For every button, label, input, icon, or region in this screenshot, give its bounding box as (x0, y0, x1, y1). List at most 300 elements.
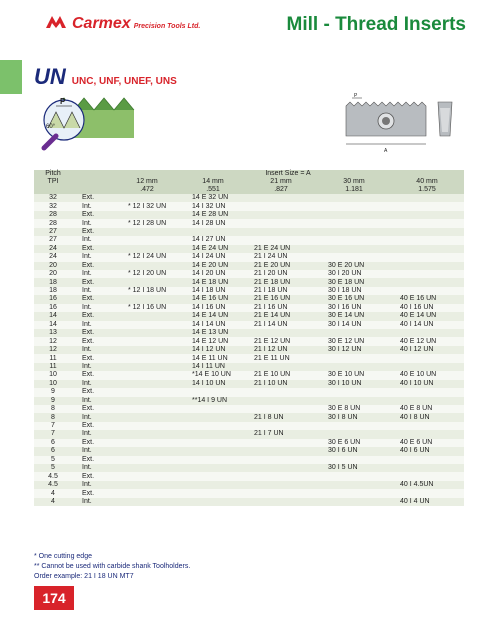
code-cell-c14: **14 I 9 UN (182, 397, 244, 405)
table-row (34, 405, 464, 413)
pitch-cell: 6 (34, 439, 72, 447)
code-cell-c30 (318, 489, 390, 497)
code-cell-c12 (112, 405, 182, 413)
pitch-cell: 9 (34, 397, 72, 405)
pitch-cell: 32 (34, 194, 72, 202)
col-30-inch-header: 1.181 (318, 186, 390, 194)
table-row (34, 278, 464, 286)
code-cell-c40 (390, 489, 464, 497)
pitch-cell: 5 (34, 464, 72, 472)
code-cell-c30 (318, 363, 390, 371)
code-cell-c40: 40 E 12 UN (390, 337, 464, 345)
code-cell-c12 (112, 481, 182, 489)
type-cell: Int. (72, 202, 112, 210)
code-cell-c14 (182, 489, 244, 497)
col-12-inch-header: .472 (112, 186, 182, 194)
code-cell-c30: 30 E 16 UN (318, 295, 390, 303)
order-example: Order example: 21 I 18 UN MT7 (34, 573, 134, 580)
code-cell-c30 (318, 498, 390, 506)
table-row (34, 270, 464, 278)
table-row (34, 422, 464, 430)
code-cell-c40 (390, 253, 464, 261)
type-cell: Ext. (72, 211, 112, 219)
code-cell-c21: 21 E 11 UN (244, 354, 318, 362)
type-cell: Int. (72, 464, 112, 472)
table-row (34, 346, 464, 354)
pitch-cell: 16 (34, 304, 72, 312)
code-cell-c40: 40 I 8 UN (390, 413, 464, 421)
code-cell-c21 (244, 388, 318, 396)
page-header (0, 0, 480, 40)
code-cell-c30 (318, 228, 390, 236)
pitch-cell: 4 (34, 498, 72, 506)
code-cell-c40: 40 I 10 UN (390, 380, 464, 388)
table-row (34, 388, 464, 396)
col-14-inch-header: .551 (182, 186, 244, 194)
pitch-label: P (60, 97, 66, 106)
code-cell-c30 (318, 329, 390, 337)
code-cell-c30: 30 I 8 UN (318, 413, 390, 421)
code-cell-c40 (390, 456, 464, 464)
footnote-carbide: ** Cannot be used with carbide shank Toolholders. (34, 563, 191, 570)
table-row (34, 472, 464, 480)
pitch-cell: 28 (34, 219, 72, 227)
col-40mm-header: 40 mm (390, 178, 464, 186)
code-cell-c30: 30 I 12 UN (318, 346, 390, 354)
code-cell-c14 (182, 228, 244, 236)
code-cell-c40 (390, 430, 464, 438)
table-row (34, 371, 464, 379)
code-cell-c12 (112, 371, 182, 379)
code-cell-c12 (112, 456, 182, 464)
pitch-cell: 24 (34, 253, 72, 261)
code-cell-c30 (318, 481, 390, 489)
code-cell-c21 (244, 363, 318, 371)
code-cell-c12 (112, 346, 182, 354)
code-cell-c21 (244, 422, 318, 430)
col-40-inch-header: 1.575 (390, 186, 464, 194)
table-row (34, 194, 464, 202)
code-cell-c30: 30 I 18 UN (318, 287, 390, 295)
code-cell-c14 (182, 422, 244, 430)
table-row (34, 312, 464, 320)
code-cell-c30: 30 I 16 UN (318, 304, 390, 312)
pitch-cell: 18 (34, 287, 72, 295)
type-cell: Int. (72, 397, 112, 405)
table-row (34, 430, 464, 438)
code-cell-c30 (318, 388, 390, 396)
pitch-cell: 20 (34, 262, 72, 270)
pitch-cell: 16 (34, 295, 72, 303)
code-cell-c21: 21 E 18 UN (244, 278, 318, 286)
type-cell: Ext. (72, 312, 112, 320)
table-row (34, 287, 464, 295)
code-cell-c40: 40 E 10 UN (390, 371, 464, 379)
type-cell: Int. (72, 287, 112, 295)
type-cell: Ext. (72, 422, 112, 430)
type-cell: Ext. (72, 405, 112, 413)
code-cell-c40 (390, 228, 464, 236)
code-cell-c21 (244, 472, 318, 480)
code-cell-c12 (112, 262, 182, 270)
table-row (34, 219, 464, 227)
pitch-cell: 11 (34, 354, 72, 362)
code-cell-c40: 40 I 4.5UN (390, 481, 464, 489)
table-row (34, 498, 464, 506)
pitch-cell: 12 (34, 337, 72, 345)
code-cell-c21 (244, 236, 318, 244)
table-row (34, 380, 464, 388)
code-cell-c40 (390, 202, 464, 210)
code-cell-c30 (318, 211, 390, 219)
code-cell-c40: 40 E 14 UN (390, 312, 464, 320)
pitch-cell: 14 (34, 312, 72, 320)
code-cell-c12 (112, 278, 182, 286)
type-cell: Int. (72, 270, 112, 278)
code-cell-c21 (244, 397, 318, 405)
footnote-one-edge: * One cutting edge (34, 553, 92, 560)
code-cell-c14: 14 E 28 UN (182, 211, 244, 219)
type-cell: Int. (72, 321, 112, 329)
code-cell-c12: * 12 I 32 UN (112, 202, 182, 210)
insert-diagram (340, 92, 462, 156)
code-cell-c21: 21 E 24 UN (244, 245, 318, 253)
type-cell: Ext. (72, 371, 112, 379)
code-cell-c21 (244, 329, 318, 337)
code-cell-c21 (244, 202, 318, 210)
type-cell: Int. (72, 380, 112, 388)
pitch-cell: 8 (34, 413, 72, 421)
code-cell-c21: 21 E 14 UN (244, 312, 318, 320)
type-cell: Ext. (72, 245, 112, 253)
type-cell: Ext. (72, 388, 112, 396)
table-row (34, 447, 464, 455)
code-cell-c14: 14 E 13 UN (182, 329, 244, 337)
code-cell-c21 (244, 219, 318, 227)
pitch-cell: 20 (34, 270, 72, 278)
code-cell-c21: 21 E 20 UN (244, 262, 318, 270)
code-cell-c30: 30 E 20 UN (318, 262, 390, 270)
code-cell-c21 (244, 439, 318, 447)
code-cell-c40: 40 E 6 UN (390, 439, 464, 447)
table-row (34, 245, 464, 253)
code-cell-c12 (112, 413, 182, 421)
code-cell-c12 (112, 312, 182, 320)
code-cell-c40: 40 I 16 UN (390, 304, 464, 312)
code-cell-c21 (244, 489, 318, 497)
carmex-logo-icon (44, 14, 68, 30)
code-cell-c12 (112, 363, 182, 371)
code-cell-c12 (112, 447, 182, 455)
code-cell-c21: 21 E 16 UN (244, 295, 318, 303)
code-cell-c12 (112, 464, 182, 472)
code-cell-c30 (318, 245, 390, 253)
code-cell-c12 (112, 498, 182, 506)
section-title (34, 64, 177, 90)
code-cell-c40 (390, 211, 464, 219)
code-cell-c30 (318, 456, 390, 464)
code-cell-c30: 30 E 10 UN (318, 371, 390, 379)
insert-a-label: A (384, 148, 388, 154)
section-tab (0, 60, 22, 94)
pitch-header: Pitch (34, 170, 72, 178)
table-row (34, 295, 464, 303)
code-cell-c12: * 12 I 24 UN (112, 253, 182, 261)
code-cell-c40: 40 I 14 UN (390, 321, 464, 329)
code-cell-c12: * 12 I 16 UN (112, 304, 182, 312)
type-cell: Int. (72, 430, 112, 438)
code-cell-c12 (112, 380, 182, 388)
code-cell-c14 (182, 481, 244, 489)
code-cell-c14: 14 I 18 UN (182, 287, 244, 295)
type-cell: Int. (72, 413, 112, 421)
type-cell: Int. (72, 363, 112, 371)
code-cell-c12 (112, 439, 182, 447)
code-cell-c40 (390, 363, 464, 371)
code-cell-c21: 21 I 16 UN (244, 304, 318, 312)
code-cell-c40 (390, 194, 464, 202)
code-cell-c14: 14 E 14 UN (182, 312, 244, 320)
code-cell-c14: 14 I 27 UN (182, 236, 244, 244)
code-cell-c12 (112, 472, 182, 480)
pitch-cell: 24 (34, 245, 72, 253)
code-cell-c21: 21 I 24 UN (244, 253, 318, 261)
code-cell-c30 (318, 219, 390, 227)
page-number: 174 (34, 586, 74, 610)
insert-size-header: Insert Size = A (112, 170, 464, 178)
table-row (34, 236, 464, 244)
code-cell-c30 (318, 397, 390, 405)
table-row (34, 481, 464, 489)
code-cell-c14 (182, 430, 244, 438)
table-row (34, 262, 464, 270)
code-cell-c40 (390, 262, 464, 270)
code-cell-c21: 21 I 7 UN (244, 430, 318, 438)
code-cell-c14 (182, 439, 244, 447)
code-cell-c40 (390, 245, 464, 253)
table-row (34, 489, 464, 497)
code-cell-c12 (112, 236, 182, 244)
pitch-cell: 11 (34, 363, 72, 371)
code-cell-c14 (182, 413, 244, 421)
code-cell-c40 (390, 329, 464, 337)
code-cell-c30 (318, 202, 390, 210)
code-cell-c40 (390, 270, 464, 278)
code-cell-c12 (112, 245, 182, 253)
type-cell: Ext. (72, 472, 112, 480)
pitch-cell: 4.5 (34, 481, 72, 489)
code-cell-c40 (390, 397, 464, 405)
table-row (34, 329, 464, 337)
code-cell-c12: * 12 I 18 UN (112, 287, 182, 295)
col-30mm-header: 30 mm (318, 178, 390, 186)
code-cell-c21 (244, 194, 318, 202)
code-cell-c30: 30 I 10 UN (318, 380, 390, 388)
table-row (34, 413, 464, 421)
code-cell-c12 (112, 194, 182, 202)
code-cell-c14 (182, 498, 244, 506)
thread-inserts-table (34, 170, 464, 506)
code-cell-c14: 14 I 32 UN (182, 202, 244, 210)
type-cell: Ext. (72, 278, 112, 286)
code-cell-c21: 21 I 10 UN (244, 380, 318, 388)
code-cell-c21 (244, 498, 318, 506)
type-cell: Ext. (72, 439, 112, 447)
table-row (34, 253, 464, 261)
table-row (34, 397, 464, 405)
code-cell-c14: 14 I 11 UN (182, 363, 244, 371)
code-cell-c30: 30 I 14 UN (318, 321, 390, 329)
pitch-cell: 7 (34, 430, 72, 438)
code-cell-c14: 14 I 16 UN (182, 304, 244, 312)
pitch-cell: 14 (34, 321, 72, 329)
table-row (34, 464, 464, 472)
code-cell-c30: 30 E 14 UN (318, 312, 390, 320)
col-12mm-header: 12 mm (112, 178, 182, 186)
code-cell-c12 (112, 211, 182, 219)
pitch-cell: 10 (34, 371, 72, 379)
section-title-main: UN (34, 64, 66, 89)
code-cell-c40 (390, 236, 464, 244)
code-cell-c14 (182, 447, 244, 455)
pitch-cell: 5 (34, 456, 72, 464)
code-cell-c40: 40 I 4 UN (390, 498, 464, 506)
pitch-cell: 18 (34, 278, 72, 286)
type-cell: Ext. (72, 337, 112, 345)
type-cell: Int. (72, 253, 112, 261)
table-row (34, 211, 464, 219)
pitch-cell: 4 (34, 489, 72, 497)
pitch-cell: 4.5 (34, 472, 72, 480)
table-row (34, 321, 464, 329)
page-title: Mill - Thread Inserts (286, 14, 466, 35)
code-cell-c30: 30 E 12 UN (318, 337, 390, 345)
pitch-cell: 13 (34, 329, 72, 337)
type-cell: Int. (72, 498, 112, 506)
type-cell: Int. (72, 304, 112, 312)
code-cell-c30: 30 I 6 UN (318, 447, 390, 455)
table-row (34, 363, 464, 371)
type-cell: Ext. (72, 456, 112, 464)
code-cell-c40: 40 E 16 UN (390, 295, 464, 303)
code-cell-c14: 14 I 14 UN (182, 321, 244, 329)
code-cell-c21: 21 I 8 UN (244, 413, 318, 421)
pitch-cell: 12 (34, 346, 72, 354)
code-cell-c12 (112, 388, 182, 396)
pitch-cell: 6 (34, 447, 72, 455)
code-cell-c30 (318, 253, 390, 261)
pitch-cell: 27 (34, 236, 72, 244)
code-cell-c12 (112, 430, 182, 438)
code-cell-c40 (390, 278, 464, 286)
type-cell: Ext. (72, 228, 112, 236)
code-cell-c14: 14 I 28 UN (182, 219, 244, 227)
code-cell-c14: 14 E 24 UN (182, 245, 244, 253)
code-cell-c40 (390, 472, 464, 480)
type-cell: Int. (72, 346, 112, 354)
code-cell-c21: 21 I 12 UN (244, 346, 318, 354)
table-row (34, 354, 464, 362)
pitch-cell: 27 (34, 228, 72, 236)
col-14mm-header: 14 mm (182, 178, 244, 186)
table-row (34, 304, 464, 312)
code-cell-c21 (244, 456, 318, 464)
code-cell-c12 (112, 354, 182, 362)
code-cell-c30: 30 I 5 UN (318, 464, 390, 472)
type-cell: Int. (72, 447, 112, 455)
code-cell-c40 (390, 422, 464, 430)
col-21mm-header: 21 mm (244, 178, 318, 186)
table-row (34, 456, 464, 464)
code-cell-c30 (318, 422, 390, 430)
code-cell-c14: 14 I 20 UN (182, 270, 244, 278)
thread-profile-diagram (34, 88, 144, 158)
code-cell-c40 (390, 464, 464, 472)
code-cell-c30: 30 E 8 UN (318, 405, 390, 413)
code-cell-c30: 30 E 18 UN (318, 278, 390, 286)
code-cell-c30: 30 I 20 UN (318, 270, 390, 278)
code-cell-c14 (182, 405, 244, 413)
code-cell-c40 (390, 388, 464, 396)
code-cell-c12 (112, 321, 182, 329)
code-cell-c21 (244, 481, 318, 489)
type-cell: Ext. (72, 329, 112, 337)
code-cell-c40: 40 I 12 UN (390, 346, 464, 354)
type-cell: Int. (72, 481, 112, 489)
code-cell-c14: 14 E 20 UN (182, 262, 244, 270)
type-cell: Ext. (72, 262, 112, 270)
pitch-cell: 28 (34, 211, 72, 219)
code-cell-c14 (182, 464, 244, 472)
code-cell-c14 (182, 472, 244, 480)
code-cell-c12: * 12 I 20 UN (112, 270, 182, 278)
pitch-cell: 10 (34, 380, 72, 388)
table-row (34, 337, 464, 345)
code-cell-c40 (390, 354, 464, 362)
code-cell-c21 (244, 447, 318, 455)
insert-p-label: P (354, 93, 358, 99)
angle-label: 60° (46, 124, 56, 130)
code-cell-c12 (112, 489, 182, 497)
code-cell-c12 (112, 337, 182, 345)
tpi-header: TPI (34, 178, 72, 186)
code-cell-c21: 21 I 14 UN (244, 321, 318, 329)
code-cell-c14: 14 I 12 UN (182, 346, 244, 354)
code-cell-c14: 14 E 12 UN (182, 337, 244, 345)
code-cell-c12 (112, 329, 182, 337)
code-cell-c21 (244, 228, 318, 236)
code-cell-c12 (112, 295, 182, 303)
table-body (34, 194, 464, 506)
code-cell-c12 (112, 422, 182, 430)
code-cell-c14: *14 E 10 UN (182, 371, 244, 379)
brand-subtitle: Precision Tools Ltd. (133, 23, 201, 30)
code-cell-c40: 40 E 8 UN (390, 405, 464, 413)
footnotes (34, 552, 190, 582)
type-cell: Ext. (72, 489, 112, 497)
type-cell: Int. (72, 219, 112, 227)
code-cell-c30 (318, 354, 390, 362)
code-cell-c40: 40 I 6 UN (390, 447, 464, 455)
code-cell-c21 (244, 211, 318, 219)
code-cell-c40 (390, 287, 464, 295)
code-cell-c30 (318, 194, 390, 202)
table-row (34, 202, 464, 210)
type-cell: Int. (72, 236, 112, 244)
type-cell: Ext. (72, 194, 112, 202)
type-cell: Ext. (72, 354, 112, 362)
code-cell-c21: 21 I 18 UN (244, 287, 318, 295)
